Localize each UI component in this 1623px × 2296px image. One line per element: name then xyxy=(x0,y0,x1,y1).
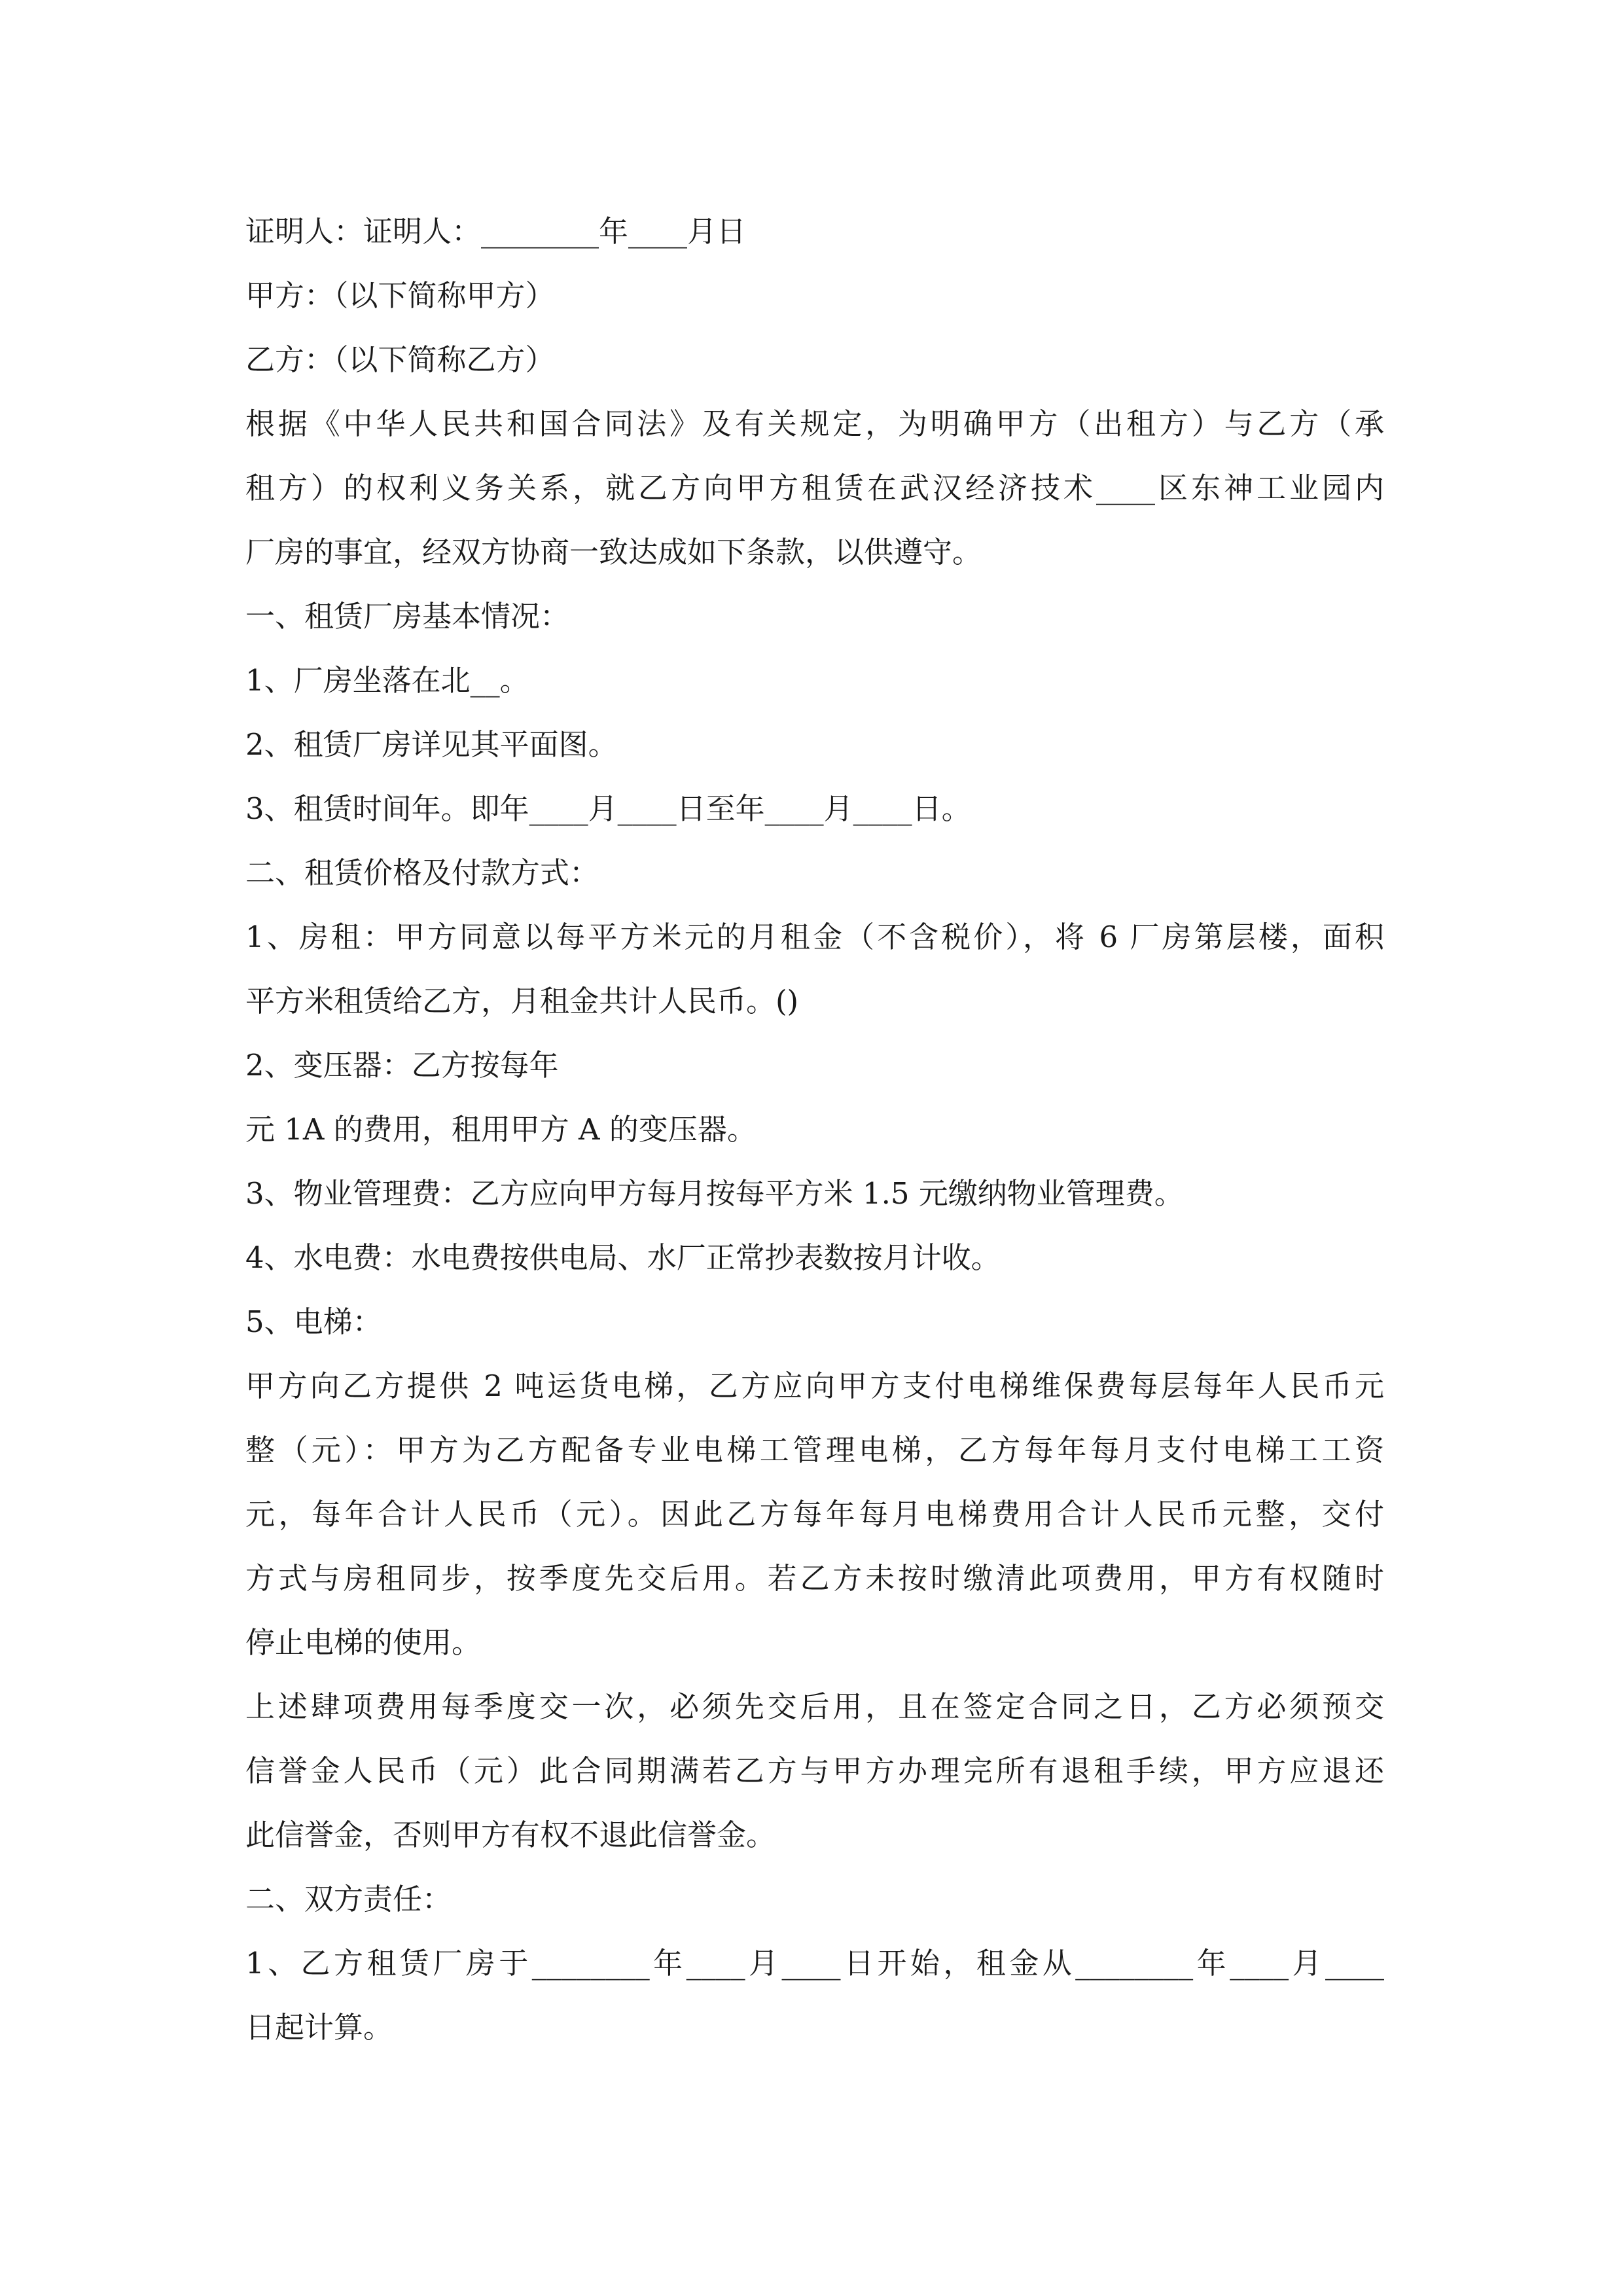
section-heading-3: 二、双方责任： xyxy=(245,1882,452,1916)
preamble-line-1: 根据《中华人民共和国合同法》及有关规定，为明确甲方（出租方）与乙方（承 xyxy=(245,406,1384,441)
clause-3-1-line-2: 日起计算。 xyxy=(245,2010,393,2045)
elevator-para-line-4: 方式与房租同步，按季度先交后用。若乙方未按时缴清此项费用，甲方有权随时 xyxy=(245,1561,1384,1596)
deposit-para-line-3: 此信誉金，否则甲方有权不退此信誉金。 xyxy=(245,1818,776,1852)
party-a-line: 甲方：（以下简称甲方） xyxy=(245,278,555,313)
witness-line: 证明人：证明人：________年____月日 xyxy=(245,214,747,249)
clause-1-1: 1、厂房坐落在北__。 xyxy=(245,663,529,698)
clause-3-1-line-1: 1、乙方租赁厂房于________年____月____日开始，租金从________年____月____ xyxy=(245,1946,1384,1981)
clause-2-4: 4、水电费：水电费按供电局、水厂正常抄表数按月计收。 xyxy=(245,1240,1001,1275)
elevator-para-line-5: 停止电梯的使用。 xyxy=(245,1625,482,1660)
section-heading-1: 一、租赁厂房基本情况： xyxy=(245,599,570,634)
deposit-para-line-1: 上述肆项费用每季度交一次，必须先交后用，且在签定合同之日，乙方必须预交 xyxy=(245,1689,1384,1724)
clause-2-1-line-1: 1、房租：甲方同意以每平方米元的月租金（不含税价），将 6 厂房第层楼，面积 xyxy=(245,920,1384,954)
elevator-para-line-3: 元，每年合计人民币（元）。因此乙方每年每月电梯费用合计人民币元整，交付 xyxy=(245,1497,1384,1532)
party-b-line: 乙方：（以下简称乙方） xyxy=(245,342,555,377)
preamble-line-2: 租方）的权利义务关系，就乙方向甲方租赁在武汉经济技术____区东神工业园内 xyxy=(245,471,1384,505)
clause-2-3: 3、物业管理费：乙方应向甲方每月按每平方米 1.5 元缴纳物业管理费。 xyxy=(245,1176,1184,1211)
clause-2-1-line-2: 平方米租赁给乙方，月租金共计人民币。() xyxy=(245,984,799,1018)
preamble-line-3: 厂房的事宜，经双方协商一致达成如下条款，以供遵守。 xyxy=(245,535,982,569)
contract-document xyxy=(245,200,1384,2060)
clause-2-2-line-1: 2、变压器：乙方按每年 xyxy=(245,1048,559,1083)
elevator-para-line-1: 甲方向乙方提供 2 吨运货电梯，乙方应向甲方支付电梯维保费每层每年人民币元 xyxy=(245,1369,1384,1403)
clause-1-3: 3、租赁时间年。即年____月____日至年____月____日。 xyxy=(245,791,971,826)
clause-2-5-heading: 5、电梯： xyxy=(245,1304,382,1339)
elevator-para-line-2: 整（元）：甲方为乙方配备专业电梯工管理电梯，乙方每年每月支付电梯工工资 xyxy=(245,1433,1384,1467)
section-heading-2: 二、租赁价格及付款方式： xyxy=(245,855,599,890)
clause-1-2: 2、租赁厂房详见其平面图。 xyxy=(245,727,618,762)
deposit-para-line-2: 信誉金人民币（元）此合同期满若乙方与甲方办理完所有退租手续，甲方应退还 xyxy=(245,1753,1384,1788)
clause-2-2-line-2: 元 1A 的费用，租用甲方 A 的变压器。 xyxy=(245,1112,757,1147)
